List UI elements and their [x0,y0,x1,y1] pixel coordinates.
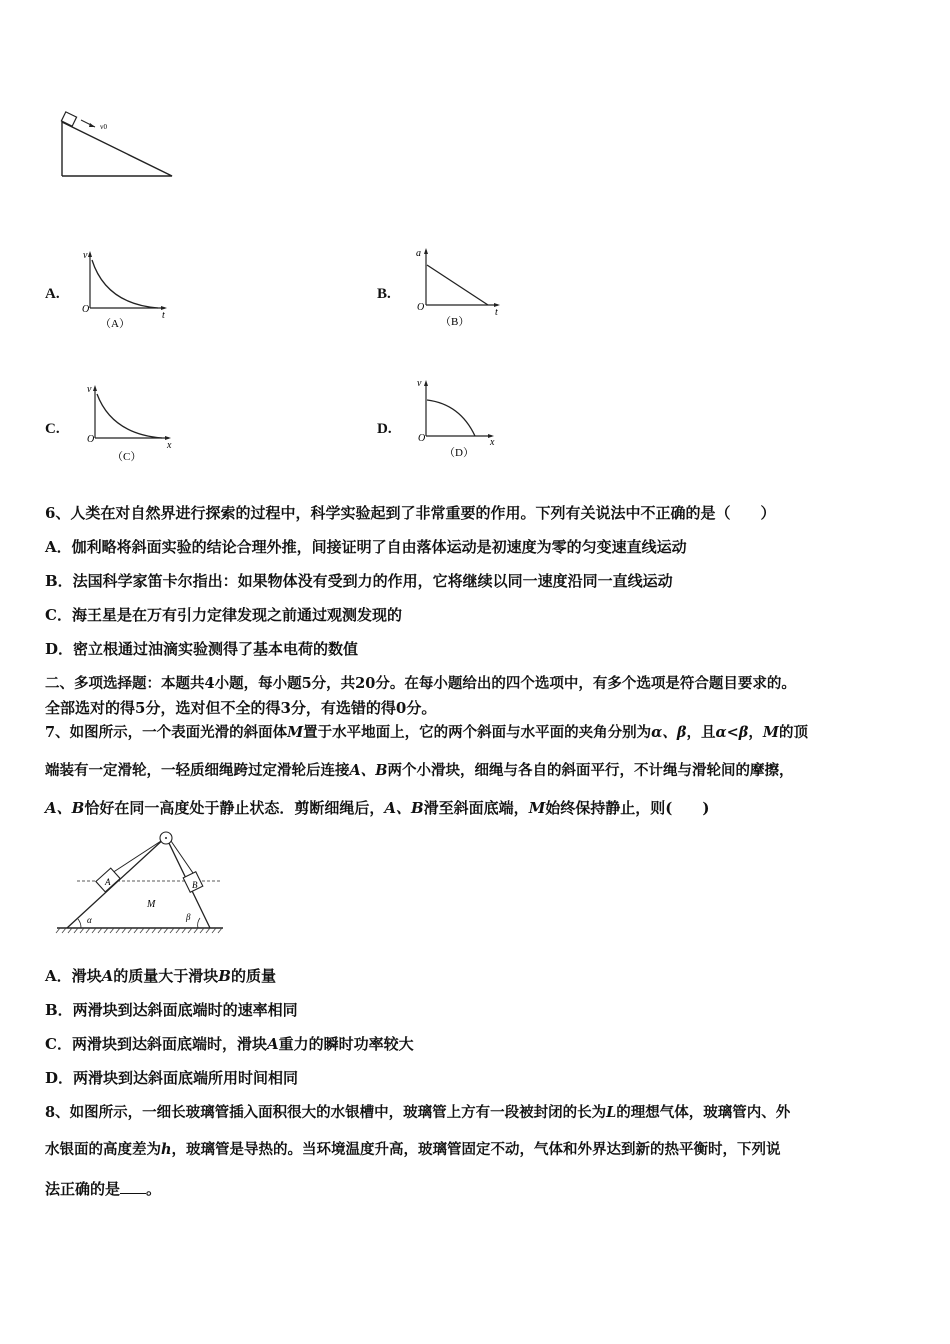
q8-line3: 法正确的是 。 [45,1180,162,1198]
graph-b-xlabel: t [495,307,498,318]
graph-d-caption: （D） [444,447,474,459]
graph-c-origin: O [87,434,95,445]
q7-line3: A、B恰好在同一高度处于静止状态．剪断细绳后，A、B滑至斜面底端，M始终保持静止，则( ) [45,799,710,817]
graph-b-ylabel: a [416,248,421,259]
q6-option-b[interactable]: B．法国科学家笛卡尔指出：如果物体没有受到力的作用，它将继续以同一速度沿同一直线运动 [45,572,673,590]
graph-c-ylabel: v [87,384,92,395]
q5-graph-d[interactable] [412,374,512,462]
q7-option-d[interactable]: D．两滑块到达斜面底端所用时间相同 [45,1069,299,1087]
q7-option-c[interactable]: C．两滑块到达斜面底端时，滑块A重力的瞬时功率较大 [45,1035,414,1053]
q5-graph-a[interactable] [80,248,175,333]
graph-c-caption: （C） [112,451,142,463]
q6-option-d[interactable]: D．密立根通过油滴实验测得了基本电荷的数值 [45,640,359,658]
q7-fig-label-a: A [105,877,111,887]
graph-b-origin: O [417,302,425,313]
q7-wedge-figure [55,825,225,940]
graph-d-ylabel: v [417,378,422,389]
q7-option-b[interactable]: B．两滑块到达斜面底端时的速率相同 [45,1001,298,1019]
graph-d-origin: O [418,433,426,444]
section2-line1: 二、多项选择题：本题共4小题，每小题5分，共20分。在每小题给出的四个选项中，有多个选项是符合题目要求的。 [45,675,796,692]
q5-option-b-letter[interactable]: B. [377,286,391,302]
graph-a-ylabel: v [83,250,88,261]
graph-a-xlabel: t [162,310,165,321]
q6-option-c[interactable]: C．海王星是在万有引力定律发现之前通过观测发现的 [45,606,402,624]
graph-a-caption: （A） [100,318,130,330]
graph-a-origin: O [82,304,90,315]
q5-graph-b[interactable] [412,244,507,329]
q5-graph-c[interactable] [82,380,182,468]
q5-option-c-letter[interactable]: C. [45,421,60,437]
q7-fig-label-beta: β [186,912,191,922]
q8-answer-blank[interactable] [120,1179,146,1194]
q7-fig-label-alpha: α [87,915,92,925]
q7-line1: 7、如图所示，一个表面光滑的斜面体M置于水平地面上，它的两个斜面与水平面的夹角分别为α、β，且α<β，M的顶 [45,724,808,741]
q7-fig-label-m: M [147,899,156,910]
graph-d-xlabel: x [490,437,495,448]
q6-option-a[interactable]: A．伽利略将斜面实验的结论合理外推，间接证明了自由落体运动是初速度为零的匀变速直线运动 [45,538,687,556]
q7-fig-label-b: B [192,880,198,890]
q8-line2: 水银面的高度差为h，玻璃管是导热的。当环境温度升高，玻璃管固定不动，气体和外界达到新的热平衡时，下列说 [45,1141,781,1158]
q7-line2: 端装有一定滑轮，一轻质细绳跨过定滑轮后连接A、B两个小滑块，细绳与各自的斜面平行，不计绳与滑轮间的摩擦， [45,762,794,779]
q6-stem: 6、人类在对自然界进行探索的过程中，科学实验起到了非常重要的作用。下列有关说法中不正确的是（ ） [45,504,776,522]
graph-c-xlabel: x [167,440,172,451]
v0-label: v0 [100,123,107,131]
graph-b-caption: （B） [440,316,470,328]
q5-option-a-letter[interactable]: A. [45,286,60,302]
section2-line2: 全部选对的得5分，选对但不全的得3分，有选错的得0分。 [45,699,437,717]
incline-figure [55,110,185,182]
q5-option-d-letter[interactable]: D. [377,421,392,437]
q8-line1: 8、如图所示，一细长玻璃管插入面积很大的水银槽中，玻璃管上方有一段被封闭的长为L的理想气体，玻璃管内、外 [45,1104,791,1121]
q7-option-a[interactable]: A．滑块A的质量大于滑块B的质量 [45,967,276,985]
